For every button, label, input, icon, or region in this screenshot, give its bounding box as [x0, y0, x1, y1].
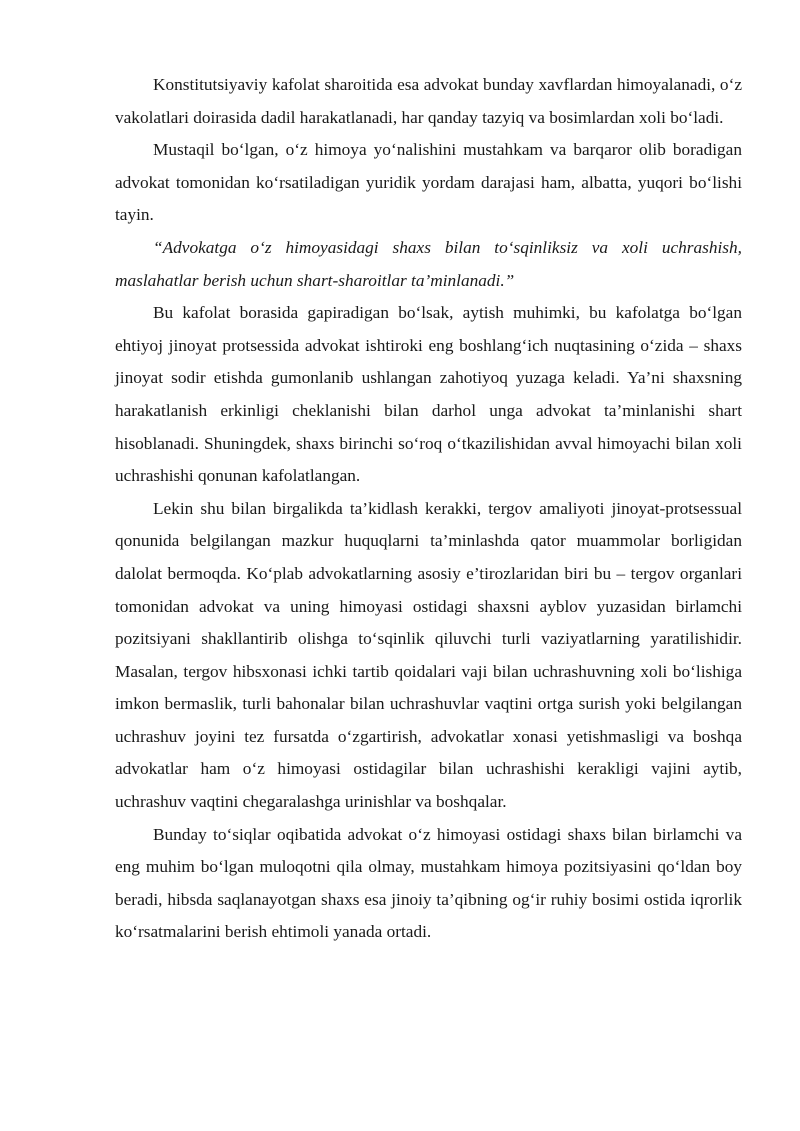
italic-quote-paragraph: “Advokatga o‘z himoyasidagi shaxs bilan to‘sqinliksiz va xoli uchrashish, maslahatlar berish uchun shart-sharoitlar ta’minlanadi.”: [115, 237, 742, 290]
paragraph-1: Konstitutsiyaviy kafolat sharoitida esa advokat bunday xavflardan himoyalanadi, o‘z vakolatlari doirasida dadil harakatlanadi, har qanday tazyiq va bosimlardan xoli bo‘ladi.: [115, 75, 742, 127]
paragraph-6: Bunday to‘siqlar oqibatida advokat o‘z himoyasi ostidagi shaxs bilan birlamchi va eng muhim bo‘lgan muloqotni qila olmay, mustahkam himoya pozitsiyasini qo‘ldan boy beradi, hibsda saqlanayotgan shaxs esa jinoiy ta’qibning og‘ir ruhiy bosimi ostida iqrorlik ko‘rsatmalarini berish ehtimoli yanada ortadi.: [115, 824, 742, 942]
paragraph-4: Bu kafolat borasida gapiradigan bo‘lsak, aytish muhimki, bu kafolatga bo‘lgan ehtiyoj jinoyat protsessida advokat ishtiroki eng boshlang‘ich nuqtasining o‘zida – shaxs jinoyat sodir etishda gumonlanib ushlangan zahotiyoq yuzaga keladi. Ya’ni shaxsning harakatlanish erkinligi cheklanishi bilan darhol unga advokat ta’minlanishi shart hisoblanadi. Shuningdek, shaxs birinchi so‘roq o‘tkazilishidan avval himoyachi bilan xoli uchrashishi qonunan kafolatlangan.: [115, 303, 742, 486]
paragraph-2: Mustaqil bo‘lgan, o‘z himoya yo‘nalishini mustahkam va barqaror olib boradigan advokat tomonidan ko‘rsatiladigan yuridik yordam darajasi ham, albatta, yuqori bo‘lishi tayin.: [115, 140, 742, 225]
paragraph-5: Lekin shu bilan birgalikda ta’kidlash kerakki, tergov amaliyoti jinoyat-protsessual qonunida belgilangan mazkur huquqlarni ta’minlashda qator muammolar borligidan dalolat bermoqda. Ko‘plab advokatlarning asosiy e’tirozlaridan biri bu – tergov organlari tomonidan advokat va uning himoyasi ostidagi shaxsni ayblov yuzasidan birlamchi pozitsiyani shakllantirib olishga to‘sqinlik qiluvchi turli vaziyatlarning yaratilishidir. Masalan, tergov hibsxonasi ichki tartib qoidalari vaji bilan uchrashuvning xoli bo‘lishiga imkon bermaslik, turli bahonalar bilan uchrashuvlar vaqtini ortga surish yoki belgilangan uchrashuv joyini tez fursatda o‘zgartirish, advokatlar xonasi yetishmasligi va boshqa advokatlar ham o‘z himoyasi ostidagilar bilan uchrashishi kerakligi vajini aytib, uchrashuv vaqtini chegaralashga urinishlar va boshqalar.: [115, 498, 742, 812]
